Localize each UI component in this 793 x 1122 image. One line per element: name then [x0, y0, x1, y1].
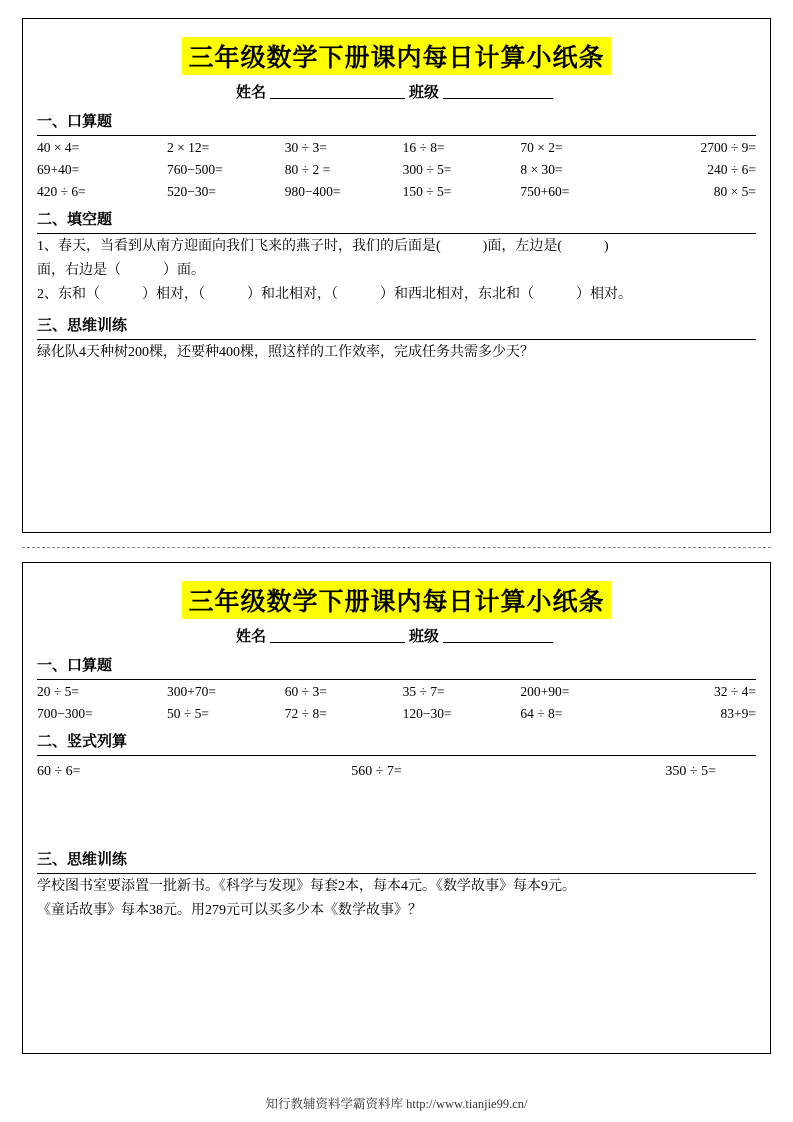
oral-item: 40 × 4=	[37, 140, 80, 155]
fill-item: 面，右边是（ ）面。	[37, 263, 205, 278]
class-blank-2[interactable]	[443, 627, 553, 643]
class-blank-1[interactable]	[443, 83, 553, 99]
name-class-line-2	[37, 625, 756, 646]
cut-line	[22, 547, 771, 548]
oral-item: 2 × 12=	[167, 140, 210, 155]
oral-item: 20 ÷ 5=	[37, 684, 80, 699]
oral-item: 60 ÷ 3=	[284, 684, 327, 699]
oral-item: 420 ÷ 6=	[37, 184, 86, 199]
section-oral-2: 一、口算题	[37, 658, 113, 674]
vertical-work-space[interactable]	[37, 780, 756, 840]
answer-space-1[interactable]	[37, 366, 756, 426]
class-label-1: 班级	[409, 85, 440, 101]
oral-item: 8 × 30=	[520, 162, 563, 177]
title-wrapper-1	[37, 37, 756, 75]
oral-item: 150 ÷ 5=	[402, 184, 452, 199]
oral-item: 2700 ÷ 9=	[700, 140, 756, 155]
page-title-1: 三年级数学下册课内每日计算小纸条	[182, 37, 610, 75]
worksheet-card-1	[22, 18, 771, 533]
vertical-item: 350 ÷ 5=	[665, 764, 716, 779]
section-fill-1: 二、填空题	[37, 212, 113, 228]
name-blank-1[interactable]	[270, 83, 405, 99]
think-item: 绿化队4天种树200棵，还要种400棵，照这样的工作效率，完成任务共需多少天？	[37, 345, 534, 360]
vertical-item: 560 ÷ 7=	[351, 764, 402, 779]
section-vertical-2: 二、竖式列算	[37, 734, 128, 750]
oral-item: 750+60=	[520, 184, 570, 199]
divider-oral-2	[37, 679, 756, 680]
oral-item: 240 ÷ 6=	[707, 162, 756, 177]
worksheet-card-2	[22, 562, 771, 1054]
oral-item: 200+90=	[520, 684, 570, 699]
oral-item: 16 ÷ 8=	[402, 140, 445, 155]
oral-row	[37, 706, 756, 722]
section-think-1: 三、思维训练	[37, 318, 128, 334]
oral-item: 700−300=	[37, 706, 93, 721]
fill-item: 2、东和（ ）相对，（ ）和北相对，（ ）和西北相对，东北和（ ）相对。	[37, 287, 632, 302]
oral-item: 120−30=	[402, 706, 452, 721]
name-label-1: 姓名	[235, 85, 266, 101]
divider-fill-1	[37, 233, 756, 234]
divider-oral-1	[37, 135, 756, 136]
class-label-2: 班级	[409, 629, 440, 645]
section-think-2: 三、思维训练	[37, 852, 128, 868]
vertical-row	[37, 764, 756, 780]
title-wrapper-2	[37, 581, 756, 619]
oral-row	[37, 184, 756, 200]
think-item: 《童话故事》每本38元。用279元可以买多少本《数学故事》？	[37, 903, 422, 918]
oral-item: 30 ÷ 3=	[284, 140, 327, 155]
name-class-line-1	[37, 81, 756, 102]
oral-item: 70 × 2=	[520, 140, 563, 155]
footer-watermark: 知行教辅资料学霸资料库 http://www.tianjie99.cn/	[265, 1097, 528, 1111]
oral-item: 83+9=	[720, 706, 756, 721]
oral-row	[37, 140, 756, 156]
oral-item: 80 × 5=	[713, 184, 756, 199]
fill-item: 1、春天，当看到从南方迎面向我们飞来的燕子时，我们的后面是( )面，左边是( )	[37, 239, 609, 254]
oral-item: 300 ÷ 5=	[402, 162, 452, 177]
oral-item: 69+40=	[37, 162, 80, 177]
name-blank-2[interactable]	[270, 627, 405, 643]
oral-item: 72 ÷ 8=	[284, 706, 327, 721]
answer-space-2[interactable]	[37, 924, 756, 984]
vertical-item: 60 ÷ 6=	[37, 764, 81, 779]
divider-think-2	[37, 873, 756, 874]
oral-item: 64 ÷ 8=	[520, 706, 563, 721]
think-item: 学校图书室要添置一批新书。《科学与发现》每套2本，每本4元。《数学故事》每本9元。	[37, 879, 576, 894]
oral-row	[37, 162, 756, 178]
oral-item: 300+70=	[167, 684, 216, 699]
name-label-2: 姓名	[235, 629, 266, 645]
section-oral-1: 一、口算题	[37, 114, 113, 130]
page-title-2: 三年级数学下册课内每日计算小纸条	[182, 581, 610, 619]
oral-row	[37, 684, 756, 700]
oral-item: 32 ÷ 4=	[713, 684, 756, 699]
oral-item: 760−500=	[167, 162, 223, 177]
oral-item: 980−400=	[284, 184, 341, 199]
oral-item: 80 ÷ 2 =	[284, 162, 331, 177]
divider-think-1	[37, 339, 756, 340]
oral-item: 50 ÷ 5=	[167, 706, 210, 721]
oral-item: 35 ÷ 7=	[402, 684, 445, 699]
divider-vertical-2	[37, 755, 756, 756]
oral-item: 520−30=	[167, 184, 216, 199]
